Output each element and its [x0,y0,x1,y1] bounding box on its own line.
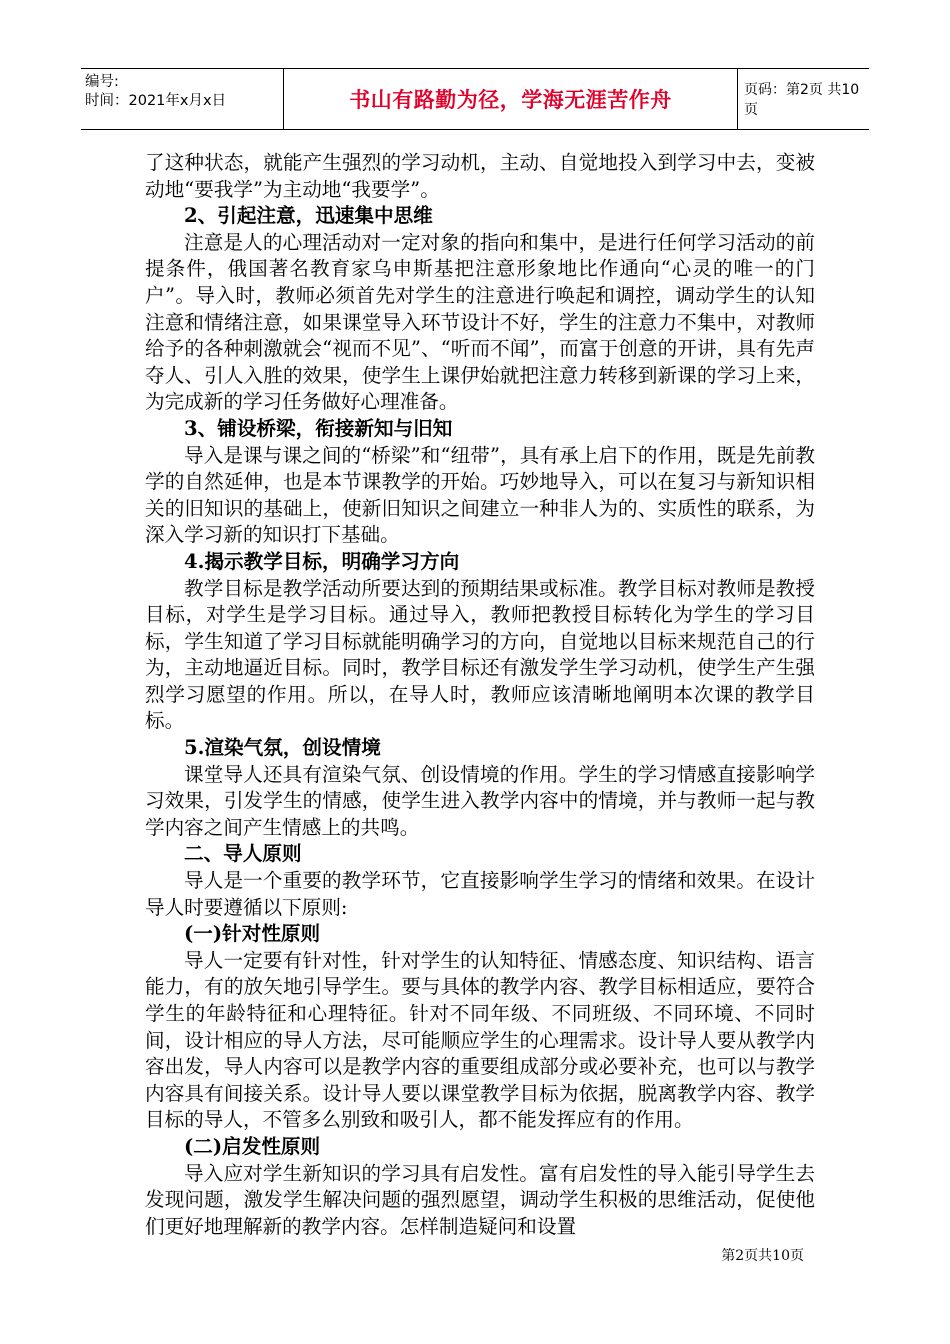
section-heading: 5.渲染气氛，创设情境 [184,736,381,760]
page-footer: 第2页共10页 [721,1248,804,1264]
serial-label: 编号: [85,74,119,90]
paragraph: 了这种状态，就能产生强烈的学习动机，主动、自觉地投入到学习中去，变被动地“要我学”为主动地“我要学”。 [145,151,815,201]
paragraph: 课堂导人还具有渲染气氛、创设情境的作用。学生的学习情感直接影响学习效果，引发学生的情感，使学生进入教学内容中的情境，并与教师一起与教学内容之间产生情感上的共鸣。 [145,762,815,839]
date-label: 时间：2021年x月x日 [85,93,227,109]
section-heading: (一)针对性原则 [184,922,321,946]
document-body [145,150,815,1240]
page-header [81,68,869,130]
header-motto: 书山有路勤为径，学海无涯苦作舟 [349,88,672,112]
section-heading: 二、导人原则 [184,842,302,866]
header-page-label: 页码：第2页 共10页 [744,82,860,118]
paragraph: 导人一定要有针对性，针对学生的认知特征、情感态度、知识结构、语言能力，有的放矢地引导学生。要与具体的教学内容、教学目标相适应，要符合学生的年龄特征和心理特征。针对不同年级、不同班级、不同环境、不同时间，设计相应的导人方法，尽可能顺应学生的心理需求。设计导人要从教学内容出发，导人内容可以是教学内容的重要组成部分或必要补充，也可以与教学内容具有间接关系。设计导人要以课堂教学目标为依据，脱离教学内容、教学目标的导人，不管多么别致和吸引人，都不能发挥应有的作用。 [145,948,815,1132]
paragraph: 导入是课与课之间的“桥梁”和“纽带”，具有承上启下的作用，既是先前教学的自然延伸，也是本节课教学的开始。巧妙地导入，可以在复习与新知识相关的旧知识的基础上，使新旧知识之间建立一种非人为的、实质性的联系，为深入学习新的知识打下基础。 [145,443,815,547]
header-motto-cell [283,69,738,129]
section-heading: (二)启发性原则 [184,1134,321,1158]
section-heading: 3、铺设桥梁，衔接新知与旧知 [184,416,453,440]
header-meta [81,69,283,129]
section-heading: 2、引起注意，迅速集中思维 [184,204,433,228]
paragraph: 注意是人的心理活动对一定对象的指向和集中，是进行任何学习活动的前提条件，俄国著名教育家乌申斯基把注意形象地比作通向“心灵的唯一的门户”。导入时，教师必须首先对学生的注意进行唤起和调控，调动学生的认知注意和情绪注意，如果课堂导入环节设计不好，学生的注意力不集中，对教师给予的各种刺激就会“视而不见”、“听而不闻”，而富于创意的开讲，具有先声夺人、引人入胜的效果，使学生上课伊始就把注意力转移到新课的学习上来，为完成新的学习任务做好心理准备。 [145,230,815,414]
paragraph: 导人是一个重要的教学环节，它直接影响学生学习的情绪和效果。在设计导人时要遵循以下原则: [145,869,815,919]
section-heading: 4.揭示教学目标，明确学习方向 [184,549,460,573]
paragraph: 教学目标是教学活动所要达到的预期结果或标准。教学目标对教师是教授目标，对学生是学习目标。通过导入，教师把教授目标转化为学生的学习目标，学生知道了学习目标就能明确学习的方向，自觉地以目标来规范自己的行为，主动地逼近目标。同时，教学目标还有激发学生学习动机，使学生产生强烈学习愿望的作用。所以，在导人时，教师应该清晰地阐明本次课的教学目标。 [145,576,815,733]
header-page-cell [738,69,869,129]
paragraph: 导入应对学生新知识的学习具有启发性。富有启发性的导入能引导学生去发现问题，激发学生解决问题的强烈愿望，调动学生积极的思维活动，促使他们更好地理解新的教学内容。怎样制造疑问和设置 [145,1161,815,1238]
